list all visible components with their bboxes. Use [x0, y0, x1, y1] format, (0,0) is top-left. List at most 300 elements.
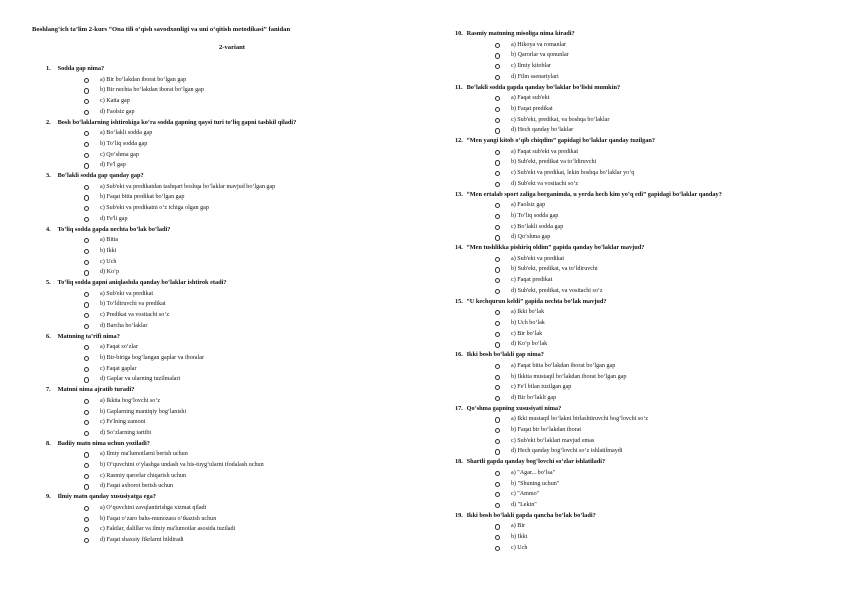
- answer-option-text: d) Bir bo‘lakli gap: [511, 394, 557, 401]
- answer-option: [32, 214, 432, 225]
- question-text: Bo‘lakli sodda gapda qanday bo‘laklar bo‘lishi mumkin?: [466, 83, 621, 91]
- answer-option-text: b) Ikki: [511, 534, 528, 541]
- answer-option-text: a) Ikki bo‘lak: [511, 309, 545, 316]
- answer-option-text: c) Qo‘shma gap: [100, 151, 139, 158]
- answer-option-text: d) Faqat axborot berish uchun: [100, 483, 174, 490]
- answer-option: [455, 329, 825, 340]
- question-list-left: [32, 64, 432, 546]
- answer-option: [455, 468, 825, 479]
- answer-option: [455, 425, 825, 436]
- answer-option-text: c) Bir bo‘lak: [511, 330, 543, 337]
- circle-bullet-icon: [495, 310, 500, 315]
- answer-option-text: b) To‘liq sodda gap: [511, 212, 559, 219]
- answer-options: [32, 235, 432, 278]
- answer-option: [32, 460, 432, 471]
- answer-option-text: c) Faqat gaplar: [100, 365, 137, 372]
- answer-option: [32, 342, 432, 353]
- question-text: To‘liq sodda gapni aniqlashda qanday bo‘laklar ishtirok etadi?: [57, 279, 227, 287]
- answer-option-text: a) Sub'ekt va predikat: [511, 255, 565, 262]
- answer-options: [32, 182, 432, 225]
- answer-option-text: c) Uch: [100, 258, 117, 265]
- circle-bullet-icon: [84, 367, 89, 372]
- question-title: [455, 404, 825, 415]
- circle-bullet-icon: [495, 417, 500, 422]
- question-number: 14.: [455, 244, 463, 252]
- circle-bullet-icon: [495, 503, 500, 508]
- answer-option: [455, 222, 825, 233]
- answer-option-text: a) Bir bo‘lakdan iborat bo‘lgan gap: [100, 76, 187, 83]
- answer-option-text: c) Sub'ekt, predikat, va boshqa bo‘laklar: [511, 116, 610, 123]
- circle-bullet-icon: [495, 75, 500, 80]
- circle-bullet-icon: [84, 142, 89, 147]
- answer-option-text: a) O‘quvchini zavqlantirishga xizmat qiladi: [100, 504, 207, 511]
- circle-bullet-icon: [84, 99, 89, 104]
- answer-options: [455, 40, 825, 83]
- answer-option: [32, 235, 432, 246]
- answer-option: [455, 521, 825, 532]
- answer-option-text: d) Fe'l gap: [100, 162, 126, 169]
- answer-option: [455, 50, 825, 61]
- answer-option-text: c) Bo‘lakli sodda gap: [511, 223, 564, 230]
- answer-options: [455, 414, 825, 457]
- answer-option: [455, 446, 825, 457]
- question-item: [32, 118, 432, 172]
- circle-bullet-icon: [495, 482, 500, 487]
- answer-option: [32, 107, 432, 118]
- answer-option-text: c) Katta gap: [100, 98, 130, 105]
- circle-bullet-icon: [84, 249, 89, 254]
- circle-bullet-icon: [84, 420, 89, 425]
- question-item: [455, 350, 825, 404]
- question-item: [32, 492, 432, 546]
- question-text: Badiiy matn nima uchun yoziladi?: [57, 439, 150, 447]
- answer-options: [455, 361, 825, 404]
- answer-option: [32, 246, 432, 257]
- answer-option: [32, 428, 432, 439]
- circle-bullet-icon: [84, 377, 89, 382]
- question-item: [455, 297, 825, 351]
- circle-bullet-icon: [495, 289, 500, 294]
- question-title: [455, 29, 825, 40]
- answer-option: [32, 182, 432, 193]
- question-title: [32, 439, 432, 450]
- question-title: [455, 297, 825, 308]
- answer-option-text: c) Uch: [511, 544, 528, 551]
- answer-option-text: b) O‘quvchini o‘ylashga undash va his-tuyg‘ularni ifodalash uchun: [100, 462, 264, 469]
- answer-option-text: a) Bo‘lakli sodda gap: [100, 130, 153, 137]
- answer-option: [32, 407, 432, 418]
- question-number: 10.: [455, 30, 463, 37]
- question-title: [455, 83, 825, 94]
- answer-option-text: d) Faolsiz gap: [100, 108, 135, 115]
- circle-bullet-icon: [495, 364, 500, 369]
- question-text: Rasmiy matnning misoliga nima kiradi?: [466, 30, 575, 37]
- circle-bullet-icon: [495, 278, 500, 283]
- question-text: “Men yangi kitob o‘qib chiqdim” gapidagi bo‘laklar qanday tuzilgan?: [466, 137, 656, 145]
- question-text: Bo‘lakli sodda gap qanday gap?: [57, 172, 144, 180]
- answer-option: [32, 310, 432, 321]
- question-number: 12.: [455, 137, 463, 145]
- answer-option: [455, 147, 825, 158]
- question-item: [32, 64, 432, 118]
- answer-option: [455, 339, 825, 350]
- answer-option: [32, 128, 432, 139]
- answer-option-text: c) Faktlar, dalillar va ilmiy ma'lumotlar asosida tuziladi: [100, 526, 236, 533]
- circle-bullet-icon: [84, 163, 89, 168]
- question-item: [455, 136, 825, 190]
- answer-option: [455, 414, 825, 425]
- question-title: [455, 350, 825, 361]
- circle-bullet-icon: [495, 160, 500, 165]
- question-number: 4.: [46, 225, 51, 233]
- answer-option-text: d) Ko‘p: [100, 269, 120, 276]
- answer-option-text: d) Qo‘shma gap: [511, 234, 551, 241]
- question-title: [455, 243, 825, 254]
- answer-option: [455, 179, 825, 190]
- answer-options: [32, 289, 432, 332]
- answer-options: [455, 521, 825, 553]
- answer-options: [455, 468, 825, 511]
- answer-option-text: a) Bitta: [100, 237, 119, 244]
- answer-option-text: c) Rasmiy qarorlar chiqarish uchun: [100, 472, 186, 479]
- circle-bullet-icon: [84, 313, 89, 318]
- answer-option: [32, 203, 432, 214]
- answer-option: [32, 449, 432, 460]
- circle-bullet-icon: [495, 492, 500, 497]
- question-text: “U kechqurun keldi” gapida nechta bo‘lak mavjud?: [466, 297, 607, 305]
- answer-option: [32, 514, 432, 525]
- circle-bullet-icon: [495, 439, 500, 444]
- answer-option: [455, 61, 825, 72]
- answer-option-text: c) Ilmiy kitoblar: [511, 63, 551, 70]
- circle-bullet-icon: [84, 78, 89, 83]
- answer-option-text: d) Faqat shaxsiy fikrlarni bildiradi: [100, 536, 184, 543]
- circle-bullet-icon: [84, 463, 89, 468]
- answer-option: [455, 382, 825, 393]
- answer-option-text: b) "Shuning uchun": [511, 480, 560, 487]
- answer-option: [455, 168, 825, 179]
- question-list-right: [455, 29, 825, 553]
- answer-option: [32, 524, 432, 535]
- circle-bullet-icon: [495, 449, 500, 454]
- circle-bullet-icon: [84, 131, 89, 136]
- answer-option: [455, 211, 825, 222]
- question-number: 16.: [455, 351, 463, 359]
- answer-option: [32, 374, 432, 385]
- circle-bullet-icon: [495, 203, 500, 208]
- circle-bullet-icon: [495, 471, 500, 476]
- circle-bullet-icon: [84, 345, 89, 350]
- circle-bullet-icon: [495, 321, 500, 326]
- answer-option: [32, 85, 432, 96]
- circle-bullet-icon: [495, 53, 500, 58]
- answer-option: [32, 257, 432, 268]
- circle-bullet-icon: [84, 527, 89, 532]
- answer-option: [32, 364, 432, 375]
- question-number: 17.: [455, 404, 463, 412]
- question-item: [32, 171, 432, 225]
- answer-option: [455, 532, 825, 543]
- question-text: Ikki bosh bo‘lakli gapda qancha bo‘lak bo‘ladi?: [466, 511, 596, 519]
- answer-option-text: b) Sub'ekt, predikat va to‘ldiruvchi: [511, 159, 597, 166]
- answer-option-text: a) "Agar... bo‘lsa": [511, 469, 556, 476]
- left-column: [32, 26, 432, 546]
- question-title: [455, 190, 825, 201]
- answer-options: [32, 449, 432, 492]
- question-item: [32, 278, 432, 332]
- answer-option-text: a) Faqat so‘zlar: [100, 344, 138, 351]
- answer-option-text: c) Predikat va vositachi so‘z: [100, 312, 170, 319]
- answer-option: [32, 321, 432, 332]
- circle-bullet-icon: [495, 524, 500, 529]
- circle-bullet-icon: [495, 235, 500, 240]
- answer-option-text: d) Fe'li gap: [100, 215, 128, 222]
- question-number: 2.: [46, 118, 51, 126]
- question-item: [455, 404, 825, 458]
- question-item: [455, 29, 825, 83]
- circle-bullet-icon: [84, 185, 89, 190]
- answer-option-text: b) To‘liq sodda gap: [100, 140, 148, 147]
- answer-options: [32, 396, 432, 439]
- answer-option-text: c) "Ammo": [511, 491, 540, 498]
- question-number: 8.: [46, 439, 51, 447]
- answer-option: [455, 104, 825, 115]
- answer-option: [32, 150, 432, 161]
- answer-option: [455, 157, 825, 168]
- circle-bullet-icon: [84, 238, 89, 243]
- answer-option: [455, 318, 825, 329]
- question-text: “Men tushlikka pishiriq oldim” gapida qanday bo‘laklar mavjud?: [466, 244, 645, 252]
- variant-label: 2-variant: [218, 44, 245, 51]
- answer-option: [32, 96, 432, 107]
- answer-option-text: a) Sub'ekt va predikatdan tashqari boshqa bo‘laklar mavjud bo‘lgan gap: [100, 183, 276, 190]
- answer-option-text: a) Ikkita bog‘lovchi so‘z: [100, 397, 161, 404]
- answer-option-text: c) Fe'lning zamoni: [100, 419, 146, 426]
- circle-bullet-icon: [84, 302, 89, 307]
- answer-option-text: c) Sub'ekt va predikatni o‘z ichiga olgan gap: [100, 205, 209, 212]
- answer-option-text: c) Faqat predikat: [511, 277, 553, 284]
- circle-bullet-icon: [84, 452, 89, 457]
- question-title: [455, 511, 825, 522]
- answer-option: [455, 436, 825, 447]
- answer-option-text: b) Ikkita mustaqil bo‘lakdan iborat bo‘lgan gap: [511, 373, 627, 380]
- answer-option: [455, 125, 825, 136]
- answer-option: [455, 479, 825, 490]
- question-title: [32, 225, 432, 236]
- answer-option: [455, 275, 825, 286]
- circle-bullet-icon: [84, 153, 89, 158]
- answer-options: [455, 93, 825, 136]
- answer-option-text: d) Sub'ekt, predikat, va vositachi so‘z: [511, 287, 603, 294]
- circle-bullet-icon: [495, 150, 500, 155]
- answer-option-text: b) To‘ldiruvchi va predikat: [100, 301, 166, 308]
- question-text: Matnni nima ajratib turadi?: [57, 386, 135, 394]
- answer-option: [32, 471, 432, 482]
- question-item: [455, 243, 825, 297]
- answer-option-text: b) Gaplarning mantiqiy bog‘lanishi: [100, 408, 187, 415]
- circle-bullet-icon: [84, 195, 89, 200]
- answer-option: [32, 535, 432, 546]
- answer-option: [32, 481, 432, 492]
- question-title: [32, 332, 432, 343]
- circle-bullet-icon: [84, 88, 89, 93]
- circle-bullet-icon: [495, 546, 500, 551]
- answer-option-text: d) Gaplar va ularning tuzilmalari: [100, 376, 181, 383]
- answer-option: [32, 139, 432, 150]
- answer-option-text: d) Barcha bo‘laklar: [100, 322, 148, 329]
- circle-bullet-icon: [495, 257, 500, 262]
- question-title: [455, 136, 825, 147]
- circle-bullet-icon: [495, 64, 500, 69]
- question-text: Matnning ta’rifi nima?: [57, 332, 120, 340]
- circle-bullet-icon: [495, 535, 500, 540]
- right-column: [455, 29, 825, 553]
- question-number: 15.: [455, 297, 463, 305]
- circle-bullet-icon: [84, 538, 89, 543]
- question-number: 19.: [455, 511, 463, 519]
- question-number: 3.: [46, 172, 51, 180]
- circle-bullet-icon: [495, 214, 500, 219]
- circle-bullet-icon: [495, 342, 500, 347]
- circle-bullet-icon: [495, 43, 500, 48]
- answer-option-text: a) Ikki mustaqil bo‘lakni birlashtiruvchi bog‘lovchi so‘z: [511, 416, 649, 423]
- circle-bullet-icon: [84, 292, 89, 297]
- answer-option: [32, 192, 432, 203]
- circle-bullet-icon: [84, 270, 89, 275]
- answer-option: [455, 500, 825, 511]
- answer-option: [455, 361, 825, 372]
- circle-bullet-icon: [495, 182, 500, 187]
- answer-option-text: a) Faolsiz gap: [511, 202, 546, 209]
- answer-option-text: b) Faqat o‘zaro bahs-munozara o‘tkazish uchun: [100, 515, 217, 522]
- question-item: [455, 457, 825, 511]
- answer-option-text: d) Film ssenariylari: [511, 73, 559, 80]
- answer-option: [455, 200, 825, 211]
- answer-options: [455, 307, 825, 350]
- answer-options: [32, 75, 432, 118]
- circle-bullet-icon: [495, 128, 500, 133]
- question-number: 18.: [455, 458, 463, 466]
- answer-option: [455, 115, 825, 126]
- question-text: Ilmiy matn qanday xususiyatga ega?: [57, 493, 156, 501]
- answer-option: [32, 503, 432, 514]
- question-title: [32, 385, 432, 396]
- question-item: [32, 225, 432, 279]
- circle-bullet-icon: [495, 428, 500, 433]
- question-item: [32, 385, 432, 439]
- question-title: [32, 278, 432, 289]
- answer-option-text: a) Faqat sub'ekt: [511, 95, 550, 102]
- circle-bullet-icon: [84, 110, 89, 115]
- answer-option: [455, 372, 825, 383]
- document-title: Boshlang‘ich ta’lim 2-kurs “Ona tili o‘qish savodxonligi va uni o‘qitish metodikasi” fanidan: [32, 26, 291, 33]
- answer-option-text: b) Sub'ekt, predikat, va to‘ldiruvchi: [511, 266, 598, 273]
- question-item: [32, 332, 432, 386]
- question-item: [455, 511, 825, 554]
- answer-options: [32, 128, 432, 171]
- question-number: 13.: [455, 190, 463, 198]
- circle-bullet-icon: [495, 171, 500, 176]
- circle-bullet-icon: [495, 267, 500, 272]
- answer-option: [455, 72, 825, 83]
- answer-option-text: c) Sub'ekt bo‘laklari mavjud emas: [511, 437, 595, 444]
- circle-bullet-icon: [495, 96, 500, 101]
- answer-option-text: a) Faqat sub'ekt va predikat: [511, 148, 579, 155]
- circle-bullet-icon: [84, 517, 89, 522]
- answer-option-text: d) "Lekin": [511, 501, 537, 508]
- answer-options: [32, 503, 432, 546]
- circle-bullet-icon: [84, 399, 89, 404]
- answer-option-text: a) Faqat bitta bo‘lakdan iborat bo‘lgan gap: [511, 362, 616, 369]
- answer-option: [455, 264, 825, 275]
- circle-bullet-icon: [495, 396, 500, 401]
- circle-bullet-icon: [495, 375, 500, 380]
- question-title: [32, 64, 432, 75]
- answer-option-text: b) Ikki: [100, 247, 117, 254]
- question-text: Ikki bosh bo‘lakli gap nima?: [466, 351, 544, 359]
- circle-bullet-icon: [84, 431, 89, 436]
- question-item: [455, 190, 825, 244]
- circle-bullet-icon: [84, 356, 89, 361]
- answer-option: [455, 543, 825, 554]
- answer-option: [32, 289, 432, 300]
- question-title: [32, 118, 432, 129]
- answer-option-text: a) Hikoya va romanlar: [511, 41, 566, 48]
- question-number: 11.: [455, 83, 463, 91]
- answer-option-text: a) Sub'ekt va predikat: [100, 290, 154, 297]
- answer-option: [455, 93, 825, 104]
- answer-option: [455, 40, 825, 51]
- circle-bullet-icon: [495, 385, 500, 390]
- question-text: Qo‘shma gapning xususiyati nima?: [466, 404, 562, 412]
- answer-option: [455, 286, 825, 297]
- answer-option-text: a) Ilmiy ma'lumotlarni berish uchun: [100, 451, 188, 458]
- answer-option: [32, 353, 432, 364]
- answer-option-text: b) Bir-biriga bog‘langan gaplar va iboralar: [100, 354, 204, 361]
- answer-options: [455, 200, 825, 243]
- question-number: 1.: [46, 65, 51, 72]
- question-text: Shartli gapda qanday bog‘lovchi so‘zlar ishlatiladi?: [466, 458, 606, 466]
- question-text: To‘liq sodda gapda nechta bo‘lak bo‘ladi?: [57, 225, 171, 233]
- answer-option-text: b) Bir nechta bo‘lakdan iborat bo‘lgan gap: [100, 87, 204, 94]
- question-text: Bosh bo‘laklarning ishtirokiga ko‘ra sodda gapning qaysi turi to‘liq gapni tashkil qiladi?: [57, 118, 297, 126]
- answer-option-text: d) Sub'ekt va vositachi so‘z: [511, 180, 579, 187]
- answer-option: [32, 396, 432, 407]
- circle-bullet-icon: [495, 332, 500, 337]
- circle-bullet-icon: [495, 107, 500, 112]
- answer-option: [32, 160, 432, 171]
- circle-bullet-icon: [84, 260, 89, 265]
- answer-option-text: b) Faqat bitta predikat bo‘lgan gap: [100, 194, 185, 201]
- question-number: 7.: [46, 386, 51, 394]
- circle-bullet-icon: [495, 225, 500, 230]
- answer-option: [455, 232, 825, 243]
- circle-bullet-icon: [84, 217, 89, 222]
- circle-bullet-icon: [495, 118, 500, 123]
- circle-bullet-icon: [84, 206, 89, 211]
- answer-option-text: d) Ko‘p bo‘lak: [511, 341, 548, 348]
- question-number: 5.: [46, 279, 51, 287]
- question-text: Sodda gap nima?: [57, 65, 105, 72]
- answer-option: [455, 307, 825, 318]
- answer-option: [455, 489, 825, 500]
- answer-options: [455, 147, 825, 190]
- answer-option-text: d) Hech qanday bo‘laklar: [511, 127, 574, 134]
- answer-option: [455, 254, 825, 265]
- question-item: [32, 439, 432, 493]
- answer-option-text: d) So‘zlarning tartibi: [100, 429, 152, 436]
- circle-bullet-icon: [84, 506, 89, 511]
